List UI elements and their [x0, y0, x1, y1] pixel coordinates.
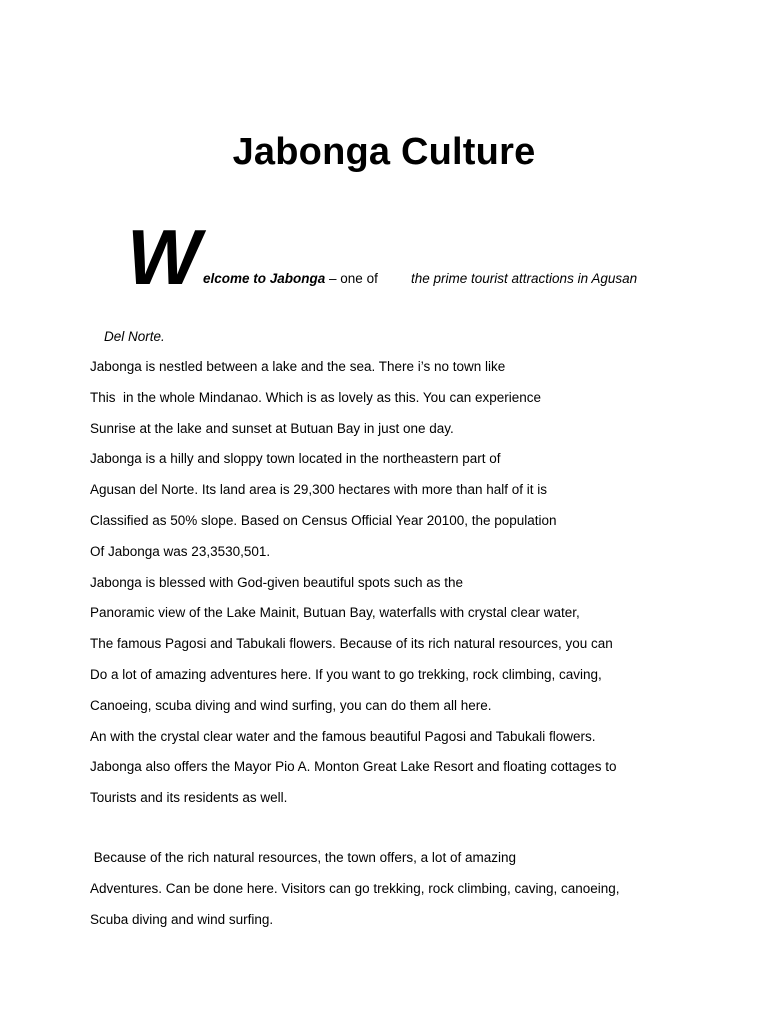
body-line: Agusan del Norte. Its land area is 29,300 hectares with more than half of it is — [90, 482, 548, 498]
body-line: Sunrise at the lake and sunset at Butuan Bay in just one day. — [90, 420, 454, 436]
blank-line — [90, 818, 710, 847]
intro-rest: – one of — [325, 271, 378, 286]
body-line: Adventures. Can be done here. Visitors can go trekking, rock climbing, caving, canoeing, — [90, 880, 620, 896]
intro-lead: elcome to Jabonga — [203, 271, 326, 286]
intro-continued: Del Norte. — [104, 329, 165, 344]
intro-line — [203, 269, 378, 289]
body-line: Classified as 50% slope. Based on Census Official Year 20100, the population — [90, 512, 557, 528]
body-line: Do a lot of amazing adventures here. If you want to go trekking, rock climbing, caving, — [90, 666, 602, 682]
intro-italic: the prime tourist attractions in Agusan — [411, 271, 638, 286]
body-line: Tourists and its residents as well. — [90, 790, 288, 806]
body-line: Jabonga is blessed with God-given beautiful spots such as the — [90, 574, 463, 590]
body-line: The famous Pagosi and Tabukali flowers. Because of its rich natural resources, you can — [90, 636, 613, 652]
body-line: An with the crystal clear water and the famous beautiful Pagosi and Tabukali flowers. — [90, 728, 596, 744]
body-text — [90, 356, 710, 939]
body-line: Jabonga also offers the Mayor Pio A. Monton Great Lake Resort and floating cottages to — [90, 759, 617, 775]
drop-cap-letter: W — [127, 213, 199, 301]
body-line: Panoramic view of the Lake Mainit, Butuan Bay, waterfalls with crystal clear water, — [90, 605, 580, 621]
body-line: Of Jabonga was 23,3530,501. — [90, 543, 271, 559]
body-line: This in the whole Mindanao. Which is as lovely as this. You can experience — [90, 389, 541, 405]
body-line: Jabonga is a hilly and sloppy town located in the northeastern part of — [90, 451, 501, 467]
body-line: Jabonga is nestled between a lake and the sea. There i’s no town like — [90, 359, 506, 374]
body-line: Canoeing, scuba diving and wind surfing, you can do them all here. — [90, 697, 492, 713]
body-line: Scuba diving and wind surfing. — [90, 911, 274, 927]
page-title: Jabonga Culture — [232, 131, 536, 173]
body-line: Because of the rich natural resources, the town offers, a lot of amazing — [90, 849, 516, 865]
